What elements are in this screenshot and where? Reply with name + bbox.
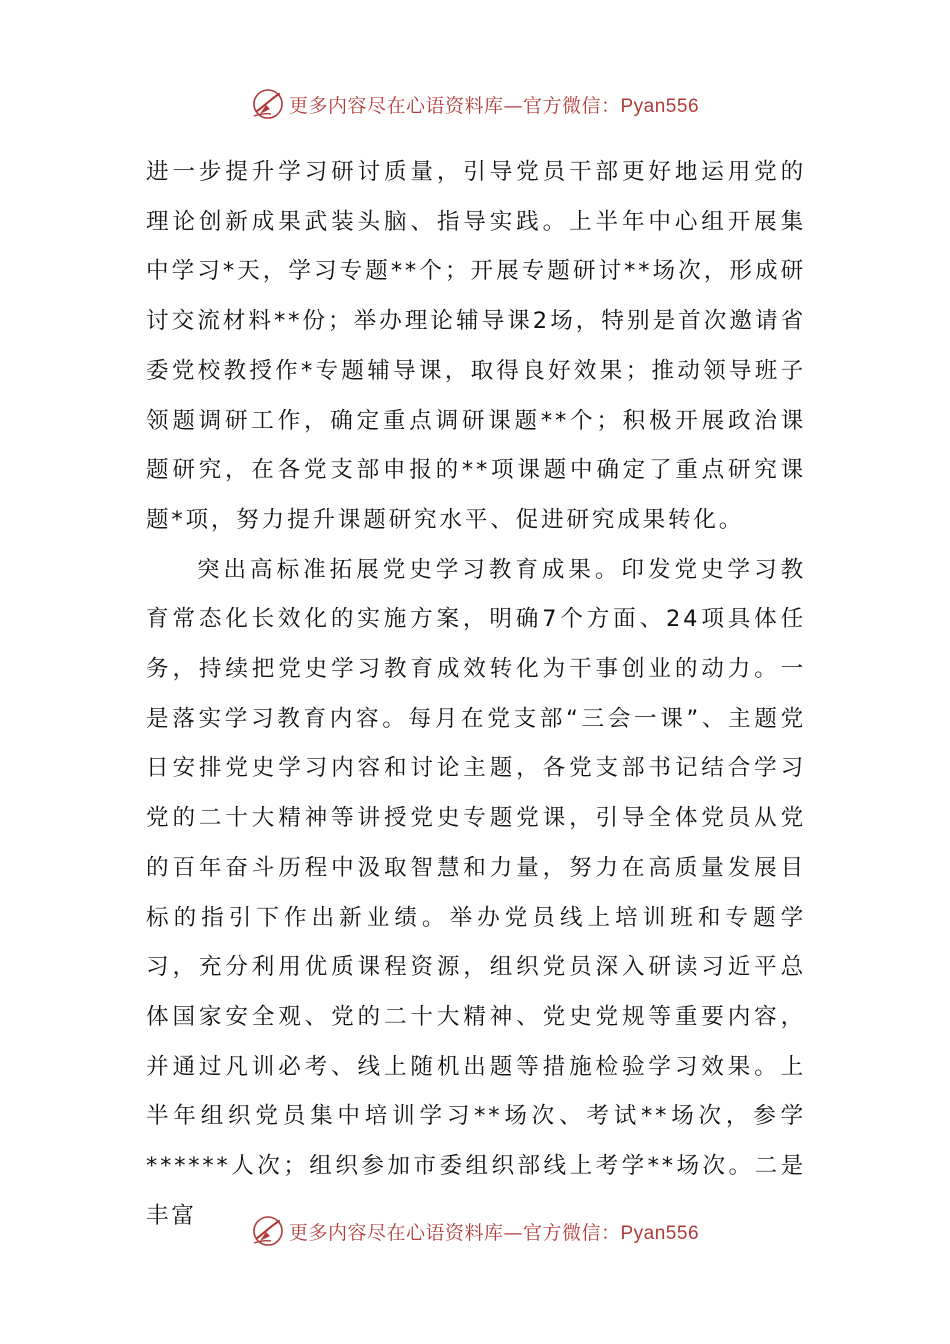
pen-nib-logo-icon: [251, 1214, 285, 1248]
header-banner-text: [289, 91, 699, 118]
pen-nib-logo-icon: [251, 87, 285, 121]
footer-banner-text: [289, 1218, 699, 1245]
footer-wechat-id: Pyan556: [620, 1222, 700, 1244]
paragraph-1: 进一步提升学习研讨质量，引导党员干部更好地运用党的理论创新成果武装头脑、指导实践。上半年中心组开展集中学习*天，学习专题**个；开展专题研讨**场次，形成研讨交流材料**份；举办理论辅导课2场，特别是首次邀请省委党校教授作*专题辅导课，取得良好效果；推动领导班子领题调研工作，确定重点调研课题**个；积极开展政治课题研究，在各党支部申报的**项课题中确定了重点研究课题*项，努力提升课题研究水平、促进研究成果转化。: [146, 159, 806, 533]
document-body: [146, 148, 806, 1241]
footer-banner-cn: 更多内容尽在心语资料库—官方微信：: [288, 1221, 621, 1244]
header-wechat-id: Pyan556: [620, 95, 700, 117]
footer-banner: [0, 1211, 950, 1251]
header-banner-cn: 更多内容尽在心语资料库—官方微信：: [288, 94, 621, 117]
header-banner: [0, 84, 950, 124]
paragraph-2: 突出高标准拓展党史学习教育成果。印发党史学习教育常态化长效化的实施方案，明确7个方面、24项具体任务，持续把党史学习教育成效转化为干事创业的动力。一是落实学习教育内容。每月在党支部“三会一课”、主题党日安排党史学习内容和讨论主题，各党支部书记结合学习党的二十大精神等讲授党史专题党课，引导全体党员从党的百年奋斗历程中汲取智慧和力量，努力在高质量发展目标的指引下作出新业绩。举办党员线上培训班和专题学习，充分利用优质课程资源，组织党员深入研读习近平总体国家安全观、党的二十大精神、党史党规等重要内容，并通过凡训必考、线上随机出题等措施检验学习效果。上半年组织党员集中培训学习**场次、考试**场次，参学******人次；组织参加市委组织部线上考学**场次。二是丰富: [146, 556, 806, 1229]
